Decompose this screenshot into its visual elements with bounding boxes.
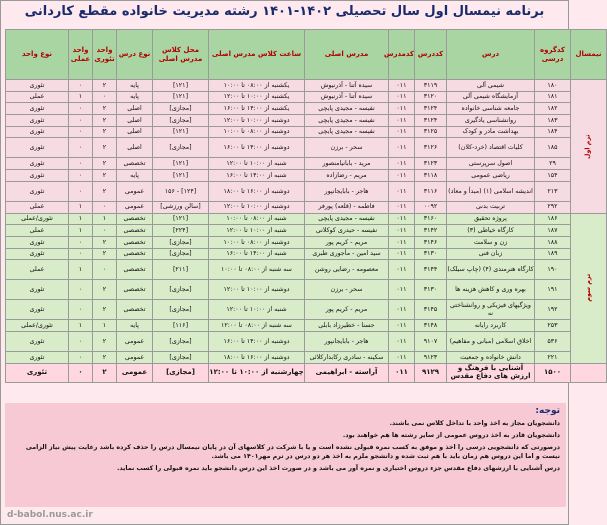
table-cell: ۳۱۲۴ xyxy=(415,103,447,115)
table-cell: ۱۸۰ xyxy=(535,80,571,92)
table-cell: سه شنبه از ۰۸:۰۰ تا ۱۲:۰۰ xyxy=(209,320,305,332)
table-cell: تئوری xyxy=(6,248,69,260)
table-cell: ۰۱۱ xyxy=(389,201,415,213)
table-cell: تئوری xyxy=(6,80,69,92)
table-cell: [۱۲۱] xyxy=(153,91,209,103)
table-cell: ۱۹۰ xyxy=(535,260,571,280)
table-cell: نفیسه - مجیدی پایچی xyxy=(305,103,389,115)
table-cell: تئوری xyxy=(6,236,69,248)
table-cell: ۰ xyxy=(93,260,117,280)
table-cell: ۹۱۰۷ xyxy=(415,331,447,351)
table-cell: تئوری xyxy=(6,363,69,382)
table-row xyxy=(6,158,607,170)
table-row xyxy=(6,213,607,225)
table-cell: اصلی xyxy=(117,126,153,138)
table-cell: ۰۱۱ xyxy=(389,351,415,363)
table-cell: ۱ xyxy=(69,260,93,280)
table-cell: ۱ xyxy=(69,320,93,332)
table-cell: شنبه از ۱۰:۰۰ تا ۱۲:۰۰ xyxy=(209,300,305,320)
table-cell: آراسته - ابراهیمی xyxy=(305,363,389,382)
table-cell: ۲ xyxy=(93,126,117,138)
table-cell: عمومی xyxy=(117,363,153,382)
column-header: ساعت کلاس مدرس اصلی xyxy=(209,30,305,80)
table-cell: یکشنبه از ۱۴:۰۰ تا ۱۶:۰۰ xyxy=(209,103,305,115)
table-cell: ۹۱۲۳ xyxy=(415,351,447,363)
table-cell: زن و سلامت xyxy=(447,236,535,248)
column-header: نیمسال xyxy=(571,30,607,80)
table-cell: ۲ xyxy=(93,300,117,320)
table-cell: هاجر - بابایجانپور xyxy=(305,181,389,201)
table-cell: ۰ xyxy=(93,225,117,237)
note-item: درصورتی که دانشجویی درسی را اخذ و موفق به کسب نمره قبولی نشده است و یا با شرکت در کلاسهای آن در پایان نیمسال درس را حذف کرده باشد رعایت پیش نیاز الزامی نیست و اما این دروس هم زمان باید با هم ثبت شده و دانشجو ملزم به اخذ هر دو درس در ترم مهر۱۴۰۱ می باشد. xyxy=(25,444,560,460)
table-cell: تئوری/عملی xyxy=(6,320,69,332)
table-cell: اصول سرپرستی xyxy=(447,158,535,170)
table-cell: تخصصی xyxy=(117,158,153,170)
table-cell: ۱۹۲ xyxy=(535,300,571,320)
table-cell: فاطمه - (قلعه) پورفر xyxy=(305,201,389,213)
term-label: ترم سوم xyxy=(571,213,607,363)
table-cell: [مجازی] xyxy=(153,280,209,300)
table-cell: ۳۱۲۰ xyxy=(415,91,447,103)
table-cell: تئوری xyxy=(6,181,69,201)
table-row xyxy=(6,181,607,201)
table-cell: دوشنبه از ۱۴:۰۰ تا ۱۶:۰۰ xyxy=(209,331,305,351)
table-cell: عملی xyxy=(6,91,69,103)
table-cell: عمومی xyxy=(117,331,153,351)
table-cell: ۰ xyxy=(69,181,93,201)
table-cell: ۰ xyxy=(69,248,93,260)
table-row xyxy=(6,351,607,363)
table-cell: مریم - رضازاده xyxy=(305,170,389,182)
table-cell: سکینه - سادری رکابدارکلائی xyxy=(305,351,389,363)
table-cell: ۲ xyxy=(93,170,117,182)
column-header: کدمدرس xyxy=(389,30,415,80)
table-cell: دوشنبه از ۱۰:۰۰ تا ۱۲:۰۰ xyxy=(209,201,305,213)
table-cell: ویژگیهای فیزیکی و روانشناختی نه xyxy=(447,300,535,320)
table-cell: ۲ xyxy=(93,158,117,170)
table-row xyxy=(6,331,607,351)
table-cell: اصلی xyxy=(117,138,153,158)
table-cell: ۳۱۶۰ xyxy=(415,213,447,225)
table-cell: تئوری xyxy=(6,300,69,320)
table-cell: تئوری xyxy=(6,138,69,158)
table-row xyxy=(6,320,607,332)
table-cell: ۲۱۳ xyxy=(535,181,571,201)
table-cell: ۰۱۱ xyxy=(389,80,415,92)
table-row xyxy=(6,280,607,300)
table-row xyxy=(6,260,607,280)
table-cell: ۰۱۱ xyxy=(389,248,415,260)
table-cell: ۰۱۱ xyxy=(389,320,415,332)
table-cell: شیمی آلی xyxy=(447,80,535,92)
table-cell: ۳۱۱۸ xyxy=(415,170,447,182)
site-watermark: d-babol.nus.ac.ir xyxy=(7,510,93,520)
table-cell: ۰ xyxy=(69,280,93,300)
table-cell: سه شنبه از ۰۸:۰۰ تا ۱۰:۰۰ xyxy=(209,260,305,280)
notes-list xyxy=(11,419,560,473)
table-cell: ۲ xyxy=(93,115,117,127)
table-cell: اندیشه اسلامی (۱) (مبدأ و معاد) xyxy=(447,181,535,201)
table-cell: ۳۱۲۵ xyxy=(415,126,447,138)
table-row xyxy=(6,80,607,92)
table-cell: ۱۸۶ xyxy=(535,213,571,225)
table-cell: تئوری xyxy=(6,103,69,115)
table-cell: دانش خانواده و جمعیت xyxy=(447,351,535,363)
table-cell: زبان فنی xyxy=(447,248,535,260)
table-cell: ۰ xyxy=(69,103,93,115)
table-cell: سید امین - مأجوری طبری xyxy=(305,248,389,260)
table-cell: نفیسه - حیدری کوکلانی xyxy=(305,225,389,237)
table-cell: حسنا - خطیرزاد بابلی xyxy=(305,320,389,332)
table-cell: آشنایی با فرهنگ و ارزش های دفاع مقدس xyxy=(447,363,535,382)
table-cell: ۳۱۲۶ xyxy=(415,138,447,158)
table-cell: ۳۱۴۴ xyxy=(415,260,447,280)
table-cell: تربیت بدنی xyxy=(447,201,535,213)
table-cell: روانشناسی یادگیری xyxy=(447,115,535,127)
table-cell: [۱۱۶] xyxy=(153,320,209,332)
table-cell: ۱۸۷ xyxy=(535,225,571,237)
table-cell: ۲ xyxy=(93,103,117,115)
table-cell: پایه xyxy=(117,320,153,332)
table-header-row xyxy=(6,30,607,80)
table-cell: ۳۱۲۳ xyxy=(415,158,447,170)
table-cell: تخصصی xyxy=(117,213,153,225)
table-cell: [مجازی] xyxy=(153,236,209,248)
table-cell: ۳۱۳۰ xyxy=(415,248,447,260)
table-cell: [مجازی] xyxy=(153,300,209,320)
table-cell: [مجازی] xyxy=(153,115,209,127)
table-cell: تخصصی xyxy=(117,260,153,280)
table-cell: ۲ xyxy=(93,331,117,351)
table-row xyxy=(6,300,607,320)
column-header: واحد عملی xyxy=(69,30,93,80)
table-cell: ۰۱۱ xyxy=(389,170,415,182)
table-cell: ۲ xyxy=(93,80,117,92)
table-cell: جامعه شناسی خانواده xyxy=(447,103,535,115)
table-cell: عمومی xyxy=(117,181,153,201)
table-cell: هاجر - بابایجانپور xyxy=(305,331,389,351)
table-cell: عمومی xyxy=(117,351,153,363)
table-cell: ۱۸۴ xyxy=(535,126,571,138)
column-header: کدگروه درسی xyxy=(535,30,571,80)
table-cell: ریاضی عمومی xyxy=(447,170,535,182)
table-cell: ۲۲۱ xyxy=(535,351,571,363)
table-cell: سحر - برزن xyxy=(305,280,389,300)
table-cell: کلیات اقتصاد (خرد-کلان) xyxy=(447,138,535,158)
table-row xyxy=(6,115,607,127)
table-cell: [مجازی] xyxy=(153,331,209,351)
table-cell: پایه xyxy=(117,80,153,92)
table-row xyxy=(6,103,607,115)
note-item: دانشجویان قادر به اخذ دروس عمومی از سایر رشته ها هم خواهند بود. xyxy=(342,432,560,439)
table-cell: [مجازی] xyxy=(153,351,209,363)
table-cell: شنبه از ۱۰:۰۰ تا ۱۲:۰۰ xyxy=(209,158,305,170)
table-cell: شنبه از ۱۰:۰۰ تا ۱۲:۰۰ xyxy=(209,225,305,237)
table-cell: ۰۱۱ xyxy=(389,331,415,351)
table-cell: سحر - برزن xyxy=(305,138,389,158)
table-cell: ۰ xyxy=(69,300,93,320)
table-cell: [۱۲۱] xyxy=(153,126,209,138)
table-cell: تئوری xyxy=(6,331,69,351)
table-cell: آزمایشگاه شیمی آلی xyxy=(447,91,535,103)
table-cell: تخصصی xyxy=(117,236,153,248)
table-cell: کارگاه هنرمندی (۴) (چاپ سیلک) xyxy=(447,260,535,280)
table-cell: ۱۵۴ xyxy=(535,170,571,182)
table-cell: معصومه - رضایی روشن xyxy=(305,260,389,280)
table-cell: ۰ xyxy=(69,126,93,138)
table-cell: تخصصی xyxy=(117,225,153,237)
table-cell: ۰۱۱ xyxy=(389,225,415,237)
column-header: محل کلاس مدرس اصلی xyxy=(153,30,209,80)
table-cell: [۲۱۱] xyxy=(153,260,209,280)
table-cell: ۱ xyxy=(69,91,93,103)
table-cell: ۰ xyxy=(93,201,117,213)
table-cell: ۱۸۹ xyxy=(535,248,571,260)
table-cell: ۲ xyxy=(93,181,117,201)
table-cell: [۱۲۱] xyxy=(153,80,209,92)
table-cell: ۳۱۱۶ xyxy=(415,181,447,201)
table-cell: [مجازی] xyxy=(153,138,209,158)
note-item: درس آشنایی با ارزشهای دفاع مقدس جزء دروس اختیاری و نمره آور می باشد و در صورت اخذ این درس دانشجو باید نمره قبولی را کسب نماید. xyxy=(116,465,560,472)
table-cell: بهداشت مادر و کودک xyxy=(447,126,535,138)
notes-box xyxy=(5,403,566,507)
table-cell: ۰۱۱ xyxy=(389,236,415,248)
table-cell: ۱۸۸ xyxy=(535,236,571,248)
table-cell: ۰۱۱ xyxy=(389,300,415,320)
table-row xyxy=(6,138,607,158)
table-cell: تخصصی xyxy=(117,248,153,260)
table-cell: ۱ xyxy=(69,225,93,237)
table-cell: [۱۲۱] xyxy=(153,213,209,225)
table-cell: ۰۱۱ xyxy=(389,126,415,138)
table-row xyxy=(6,201,607,213)
table-cell: ۱ xyxy=(93,320,117,332)
table-cell: اخلاق اسلامی (مبانی و مفاهیم) xyxy=(447,331,535,351)
note-item: دانشجویان مجاز به اخذ واحد با تداخل کلاس نمی باشند. xyxy=(389,420,560,427)
table-cell: تئوری xyxy=(6,170,69,182)
table-cell: ۰۱۱ xyxy=(389,260,415,280)
table-cell: شنبه از ۰۸:۰۰ تا ۱۰:۰۰ xyxy=(209,213,305,225)
table-cell: ۰۱۱ xyxy=(389,363,415,382)
table-row xyxy=(6,91,607,103)
table-cell: عملی xyxy=(6,201,69,213)
table-cell: ۱۸۳ xyxy=(535,115,571,127)
table-cell: یکشنبه از ۰۸:۰۰ تا ۱۰:۰۰ xyxy=(209,80,305,92)
table-cell: ۳۱۴۶ xyxy=(415,236,447,248)
table-cell: تخصصی xyxy=(117,280,153,300)
table-cell: بهره وری و کاهش هزینه ها xyxy=(447,280,535,300)
table-cell: مرید - بابانیامنصور xyxy=(305,158,389,170)
table-cell: شنبه از ۱۴:۰۰ تا ۱۶:۰۰ xyxy=(209,170,305,182)
table-cell: ۱۸۲ xyxy=(535,103,571,115)
table-cell: تئوری xyxy=(6,115,69,127)
table-cell: ۹۱۲۹ xyxy=(415,363,447,382)
table-cell: دوشنبه از ۱۴:۰۰ تا ۱۶:۰۰ xyxy=(209,138,305,158)
table-cell: مریم - کریم پور xyxy=(305,300,389,320)
table-cell: کارگاه خیاطی (۳) xyxy=(447,225,535,237)
table-cell: شنبه از ۱۴:۰۰ تا ۱۶:۰۰ xyxy=(209,248,305,260)
table-cell: ۳۱۴۵ xyxy=(415,300,447,320)
table-cell: ۰ xyxy=(69,331,93,351)
column-header: واحد تئوری xyxy=(93,30,117,80)
table-cell: ۱۸۱ xyxy=(535,91,571,103)
column-header: نوع واحد xyxy=(6,30,69,80)
notes-heading: توجه: xyxy=(535,406,560,416)
table-cell: ۲ xyxy=(93,248,117,260)
table-cell: ۱۵۰۰ xyxy=(535,363,571,382)
table-cell: ۰۱۱ xyxy=(389,158,415,170)
table-cell: تئوری/عملی xyxy=(6,213,69,225)
table-cell: [۱۲۴] - ۱۵۶ xyxy=(153,181,209,201)
page-title: برنامه نیمسال اول سال تحصیلی ۱۴۰۲-۱۴۰۱ رشته مدیریت خانواده مقطع کاردانی xyxy=(24,4,545,19)
table-cell: ۱ xyxy=(69,201,93,213)
table-cell: عملی xyxy=(6,225,69,237)
table-cell: ۰۱۱ xyxy=(389,181,415,201)
table-cell: اصلی xyxy=(117,115,153,127)
table-row xyxy=(6,126,607,138)
table-cell: ۲ xyxy=(93,351,117,363)
table-cell: یکشنبه از ۱۰:۰۰ تا ۱۲:۰۰ xyxy=(209,91,305,103)
table-row xyxy=(6,236,607,248)
table-cell: [مجازی] xyxy=(153,103,209,115)
term-label: ترم اول xyxy=(571,80,607,214)
table-cell: اصلی xyxy=(117,103,153,115)
table-cell: [۱۲۱] xyxy=(153,170,209,182)
table-cell: ۰ xyxy=(69,138,93,158)
table-cell: [۱۲۱] xyxy=(153,158,209,170)
table-cell: نفیسه - مجیدی پایچی xyxy=(305,115,389,127)
table-cell: ۰ xyxy=(69,158,93,170)
table-row xyxy=(6,248,607,260)
table-cell: ۱۹۱ xyxy=(535,280,571,300)
table-cell: ۰۱۱ xyxy=(389,115,415,127)
table-cell: [مجازی] xyxy=(153,248,209,260)
table-cell: پایه xyxy=(117,170,153,182)
table-cell: تئوری xyxy=(6,280,69,300)
table-cell: [سالن ورزشی] xyxy=(153,201,209,213)
table-cell: ۰ xyxy=(93,91,117,103)
table-row-final xyxy=(6,363,607,382)
table-cell: دوشنبه از ۰۸:۰۰ تا ۱۰:۰۰ xyxy=(209,236,305,248)
table-cell: دوشنبه از ۱۶:۰۰ تا ۱۸:۰۰ xyxy=(209,181,305,201)
table-cell: ۲ xyxy=(93,236,117,248)
table-cell: ۲ xyxy=(93,280,117,300)
table-cell: ۰ xyxy=(69,363,93,382)
table-cell: [۲۲۴] xyxy=(153,225,209,237)
table-cell: ۲۵۳ xyxy=(535,320,571,332)
table-cell: نفیسه - مجیدی پایچی xyxy=(305,126,389,138)
table-cell: ۳۱۳۰ xyxy=(415,280,447,300)
table-row xyxy=(6,170,607,182)
table-cell: ۲ xyxy=(93,138,117,158)
table-cell: تئوری xyxy=(6,126,69,138)
column-header: درس xyxy=(447,30,535,80)
column-header: کددرس xyxy=(415,30,447,80)
table-cell: عملی xyxy=(6,260,69,280)
table-cell: ۰۱۱ xyxy=(389,213,415,225)
table-cell: دوشنبه از ۱۰:۰۰ تا ۱۲:۰۰ xyxy=(209,115,305,127)
schedule-table xyxy=(5,29,607,383)
table-cell: دوشنبه از ۱۶:۰۰ تا ۱۸:۰۰ xyxy=(209,351,305,363)
table-cell: مریم - کریم پور xyxy=(305,236,389,248)
table-cell: ۰ xyxy=(69,236,93,248)
table-cell: ۲۹۲ xyxy=(535,201,571,213)
column-header: مدرس اصلی xyxy=(305,30,389,80)
table-cell: چهارشنبه از ۱۰:۰۰ تا ۱۲:۰۰ xyxy=(209,363,305,382)
table-cell: پروژه تحقیق xyxy=(447,213,535,225)
table-cell: ۱۸۵ xyxy=(535,138,571,158)
table-cell: ۳۱۴۲ xyxy=(415,225,447,237)
table-cell: ۵۳۶ xyxy=(535,331,571,351)
table-row xyxy=(6,225,607,237)
table-cell: ۰ xyxy=(69,80,93,92)
table-cell: سیده آتنا - آذرنیوش xyxy=(305,80,389,92)
table-cell: پایه xyxy=(117,91,153,103)
table-cell: ۰۱۱ xyxy=(389,91,415,103)
table-cell: ۱ xyxy=(69,213,93,225)
table-cell: ۰۱۱ xyxy=(389,280,415,300)
table-cell: ۱ xyxy=(93,213,117,225)
table-cell: ۰۱۱ xyxy=(389,103,415,115)
table-cell: ۲۹ xyxy=(535,158,571,170)
table-cell: ۰ xyxy=(69,170,93,182)
table-cell: ۳۱۱۹ xyxy=(415,80,447,92)
table-cell: کاربرد رایانه xyxy=(447,320,535,332)
table-cell: تئوری xyxy=(6,158,69,170)
table-cell: دوشنبه از ۰۸:۰۰ تا ۱۰:۰۰ xyxy=(209,126,305,138)
table-cell: نفیسه - مجیدی پایچی xyxy=(305,213,389,225)
table-cell: ۲ xyxy=(93,363,117,382)
table-cell: دوشنبه از ۱۰:۰۰ تا ۱۲:۰۰ xyxy=(209,280,305,300)
table-cell: ۰ xyxy=(69,115,93,127)
blank-cell xyxy=(571,363,607,382)
table-cell: ۰۱۱ xyxy=(389,138,415,158)
column-header: نوع درس xyxy=(117,30,153,80)
table-cell: تخصصی xyxy=(117,300,153,320)
table-cell: ۰۰۹۲ xyxy=(415,201,447,213)
table-cell: تئوری xyxy=(6,351,69,363)
table-cell: ۳۱۴۸ xyxy=(415,320,447,332)
table-cell: ۳۱۲۴ xyxy=(415,115,447,127)
table-cell: ۰ xyxy=(69,351,93,363)
table-cell: [مجازی] xyxy=(153,363,209,382)
table-cell: عمومی xyxy=(117,201,153,213)
table-cell: سیده آتنا - آذرنیوش xyxy=(305,91,389,103)
